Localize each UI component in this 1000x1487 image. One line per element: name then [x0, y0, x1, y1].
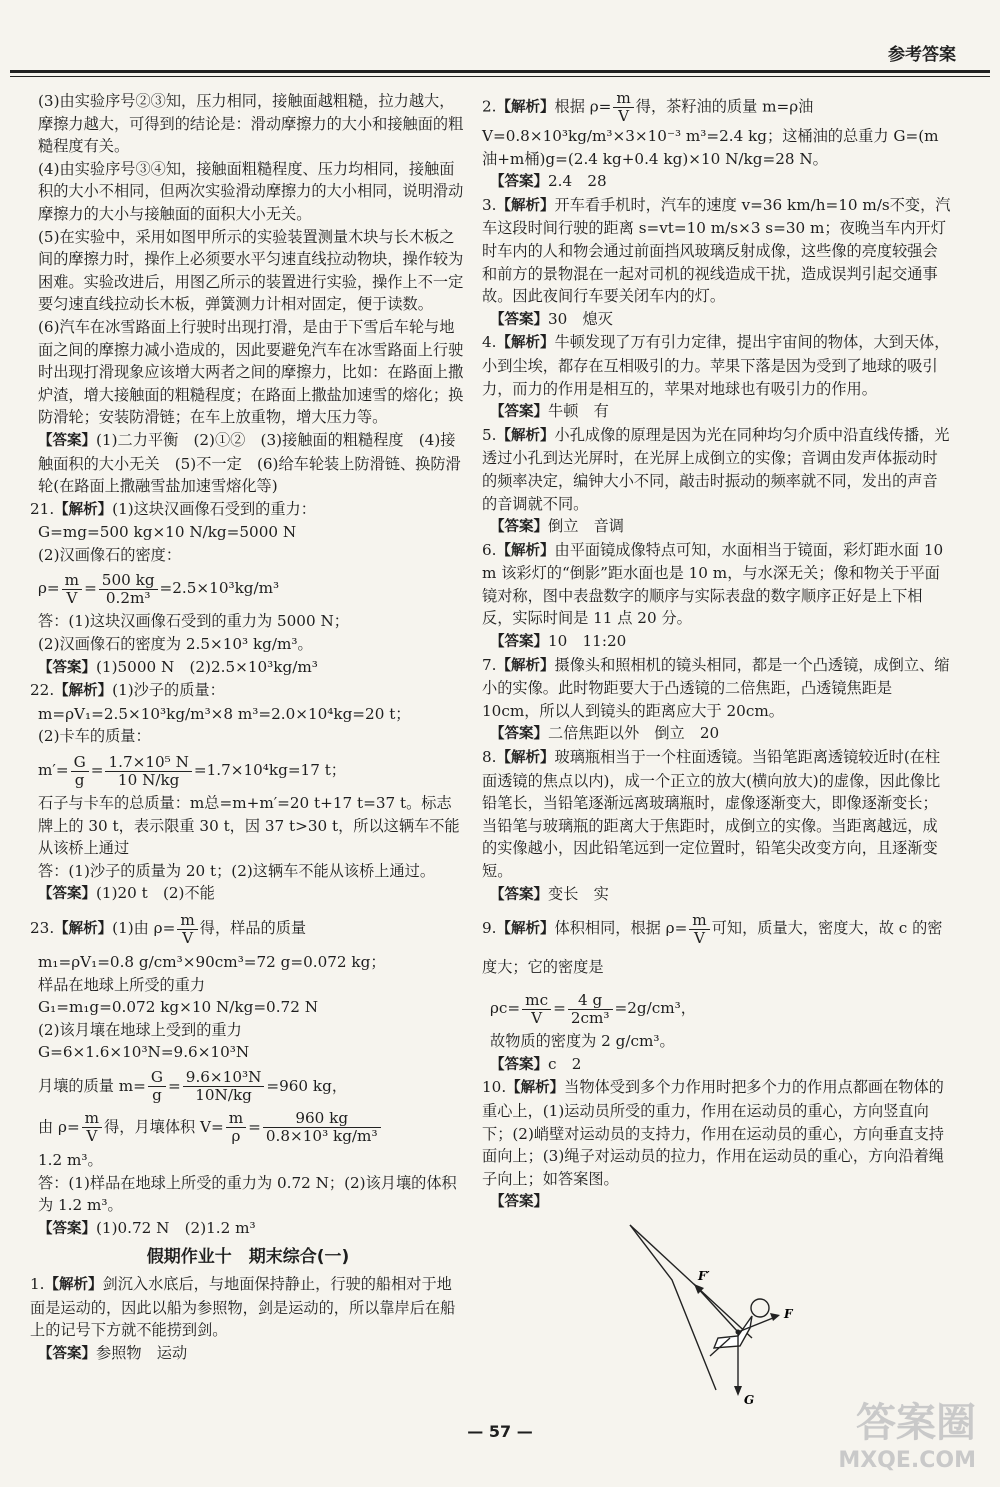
gravity-arrowhead [734, 1386, 742, 1396]
watermark-logo-text: 答案圈 [856, 1400, 976, 1446]
q22-line-5: 答：(1)沙子的质量为 20 t；(2)这辆车不能从该桥上通过。 [38, 861, 436, 880]
q4-number: 4. [482, 333, 497, 352]
q2-number: 2. [482, 97, 497, 116]
q7-number: 7. [482, 655, 497, 674]
q20-answer-text: (1)二力平衡 (2)①② (3)接触面的粗糙程度 (4)接触面积的大小无关 (5)不一定 (6)给车轮装上防滑链、换防滑轮(在路面上撒融雪盐加速雪熔化等) [38, 430, 461, 496]
question-6: 6.【解析】由平面镜成像特点可知，水面相当于镜面，彩灯距水面 10 m 该彩灯的“倒影”距水面也是 10 m，与水深无关；像和物关于平面镜对称，图中表盘数字的顺序与实际表盘的数字顺序正好是上下相反，实际时间是 11 点 20 分。 【答案】10 11:20 [482, 539, 952, 654]
header-rule-thick [10, 70, 990, 73]
right-column [482, 90, 952, 1214]
q21-line-3: (2)汉画像石的密度： [38, 545, 182, 564]
fraction: $\frac{4 g}{\text{2cm³}}$ [568, 992, 613, 1027]
q22-mass-equation: m′= $\frac{G}{g}$ = $\frac{\text{1.7×10⁵ N}}{10 N/kg}$ =1.7×10⁴kg=17 t； [38, 752, 346, 789]
label-g: G [744, 1393, 755, 1407]
watermark-url: MXQE.COM [838, 1448, 976, 1473]
question-8: 8.【解析】玻璃瓶相当于一个柱面透镜。当铅笔距离透镜较近时(在柱面透镜的焦点以内)，成一个正立的放大(横向放大)的虚像，因此像比铅笔长，当铅笔逐渐远离玻璃瓶时，虚像逐渐变大，即像逐渐变长；当铅笔与玻璃瓶的距离大于焦距时，成倒立的实像。当距离越远，成的实像越小，因此铅笔远到一定位置时，铅笔尖改变方向，且逐渐变短。 【答案】变长 实 [482, 746, 952, 906]
q23-line-2: m₁=ρV₁=0.8 g/cm³×90cm³=72 g=0.072 kg； [38, 953, 386, 971]
fraction: $\frac{m}{V}$ [82, 1110, 102, 1145]
q7-answer: 【答案】二倍焦距以外 倒立 20 [490, 724, 720, 743]
header-title: 参考答案 [888, 45, 956, 65]
support-arrowhead [770, 1313, 780, 1321]
label-f-prime: F′ [698, 1269, 710, 1283]
q22-line-2: m=ρV₁=2.5×10³kg/m³×8 m³=2.0×10⁴kg=20 t； [38, 704, 411, 723]
fraction: $\frac{960 kg}{\text{0.8×10³ kg/m³}}$ [263, 1110, 381, 1145]
q23-line-6: G=6×1.6×10³N=9.6×10³N [38, 1043, 250, 1062]
climber-head [751, 1299, 769, 1317]
question-22: 22.【解析】(1)沙子的质量： m=ρV₁=2.5×10³kg/m³×8 m³=2.0×10⁴kg=20 t； (2)卡车的质量： m′= $\frac{G}{g}$ = $\frac{\text{1.7×10⁵ N}}{10 N/kg}$ =1.7×10⁴kg=17 t； 石子与卡车的总质量：m总=m+m′=20 t+17 t=37 t。标志牌上的 30 t，表示限重 30 t，因 37 t>30 t，所以这辆车不能从该桥上通过 答：(1)沙子的质量为 20 t；(2)这辆车不能从该桥上通过。 【答案】(1)20 t (2)不能 [30, 679, 466, 906]
q8-number: 8. [482, 748, 497, 767]
question-23: 23.【解析】(1)由 ρ= $\frac{m}{V}$ 得，样品的质量 m₁=ρV₁=0.8 g/cm³×90cm³=72 g=0.072 kg； 样品在地球上所受的重力 G₁=m₁g=0.072 kg×10 N/kg=0.72 N (2)该月壤在地球上受到的重力 G=6×1.6×10³N=9.6×10³N 月壤的质量 m= $\frac{G}{g}$ = $\frac{\text{9.6×10³N}}{10N/kg}$ =960 kg， 由 ρ= $\frac{m}{V}$ 得，月壤体积 V= $\frac{m}{\rho}$ = $\frac{960 kg}{\text{0.8×10³ kg/m³}}$ 1.2 m³。 答：(1)样品在地球上所受的重力为 0.72 N；(2)该月壤的体积为 1.2 m³。 【答案】(1)0.72 N (2)1.2 m³ [30, 909, 466, 1240]
q21-line-4: 答：(1)这块汉画像石受到的重力为 5000 N； [38, 612, 349, 631]
q23-line-3: 样品在地球上所受的重力 [38, 975, 206, 994]
q21-answer: 【答案】(1)5000 N (2)2.5×10³kg/m³ [38, 657, 318, 676]
q21-number: 21. [30, 499, 55, 518]
question-7: 7.【解析】摄像头和照相机的镜头相同，都是一个凸透镜，成倒立、缩小的实像。此时物距要大于凸透镜的二倍焦距，凸透镜焦距是 10cm，所以人到镜头的距离应大于 20cm。 【答案】二倍焦距以外 倒立 20 [482, 654, 952, 746]
question-5: 5.【解析】小孔成像的原理是因为光在同种均匀介质中沿直线传播，光透过小孔到达光屏时，在光屏上成倒立的实像；音调由发声体振动时的频率决定，编钟大小不同，敲击时振动的频率就不同，发出的声音的音调就不同。 【答案】倒立 音调 [482, 424, 952, 539]
q9-number: 9. [482, 919, 497, 938]
q23-moon-soil-volume: 由 ρ= $\frac{m}{V}$ 得，月壤体积 V= $\frac{m}{\rho}$ = $\frac{960 kg}{\text{0.8×10³ kg/m³}}$ [30, 1108, 466, 1146]
question-2: 2.【解析】根据 ρ= $\frac{m}{V}$ 得，茶籽油的质量 m=ρ油V=0.8×10³kg/m³×3×10⁻³ m³=2.4 kg；这桶油的总重力 G=(m油+m桶)g=(2.4 kg+0.4 kg)×10 N/kg=28 N。 【答案】2.4 28 [482, 90, 952, 194]
question-1: 1.【解析】剑沉入水底后，与地面保持静止，行驶的船相对于地面是运动的，因此以船为参照物，剑是运动的，所以靠岸后在船上的记号下方就不能捞到剑。 【答案】参照物 运动 [30, 1273, 466, 1365]
q20-analysis-5: (5)在实验中，采用如图甲所示的实验装置测量木块与长木板之间的摩擦力时，操作上必须要水平匀速直线拉动物块，操作较为困难。实验改进后，用图乙所示的装置进行实验，操作上不一定要匀速直线拉动长木板，弹簧测力计相对固定，便于读数。 [38, 227, 464, 314]
q3-number: 3. [482, 195, 497, 214]
header-rule-thin [10, 76, 990, 77]
q2-answer: 【答案】2.4 28 [490, 172, 607, 191]
q1-number: 1. [30, 1274, 45, 1293]
left-column [30, 90, 466, 1365]
question-9: 9.【解析】体积相同，根据 ρ= $\frac{m}{V}$ 可知，质量大，密度大，故 c 的密度大；它的密度是 ρc= $\frac{mc}{V}$ = $\frac{4 g}{\text{2cm³}}$ =2g/cm³， 故物质的密度为 2 g/cm³。 【答案】c 2 [482, 909, 952, 1076]
q9-answer: 【答案】c 2 [490, 1054, 582, 1073]
fraction: $\frac{m}{\rho}$ [226, 1110, 246, 1145]
fraction: $\frac{G}{g}$ [148, 1069, 166, 1104]
q23-answer: 【答案】(1)0.72 N (2)1.2 m³ [38, 1218, 256, 1237]
q21-line-2: G=mg=500 kg×10 N/kg=5000 N [38, 523, 297, 542]
label-f: F [784, 1307, 793, 1321]
fraction: $\frac{m}{V}$ [613, 90, 633, 125]
rope [630, 1225, 752, 1338]
watermark [838, 1391, 976, 1473]
fraction: $\frac{m}{V}$ [62, 572, 82, 607]
q21-line-5: (2)汉画像石的密度为 2.5×10³ kg/m³。 [38, 635, 313, 654]
fraction: $\frac{mc}{V}$ [522, 992, 551, 1027]
q22-number: 22. [30, 681, 55, 700]
q10-answer: 【答案】 [490, 1194, 548, 1211]
section-title: 假期作业十 期末综合(一) [146, 1247, 350, 1268]
force-diagram [620, 1220, 820, 1420]
q20-answer [30, 429, 466, 498]
q21-line-1: (1)这块汉画像石受到的重力： [112, 499, 316, 518]
fraction: $\frac{G}{g}$ [71, 754, 89, 789]
analysis-tag: 【解析】 [54, 501, 113, 518]
q20-analysis-3: (3)由实验序号②③知，压力相同，接触面越粗糙，拉力越大，摩擦力越大，可得到的结论是：滑动摩擦力的大小和接触面的粗糙程度有关。 [38, 92, 464, 156]
q23-line-4: G₁=m₁g=0.072 kg×10 N/kg=0.72 N [38, 998, 318, 1017]
q4-answer: 【答案】牛顿 有 [490, 402, 609, 421]
cliff-face [630, 1225, 716, 1390]
answer-tag: 【答案】 [38, 432, 96, 449]
q22-line-3: (2)卡车的质量： [38, 727, 151, 746]
q1-answer: 【答案】参照物 运动 [38, 1343, 188, 1362]
fraction: $\frac{\text{1.7×10⁵ N}}{10 N/kg}$ [105, 754, 191, 789]
q6-answer: 【答案】10 11:20 [490, 632, 627, 651]
q9-line-3: 故物质的密度为 2 g/cm³。 [490, 1032, 675, 1051]
question-21 [30, 498, 466, 680]
q6-number: 6. [482, 540, 497, 559]
q23-line-9: 1.2 m³。 [38, 1150, 103, 1169]
q23-line-5: (2)该月壤在地球上受到的重力 [38, 1020, 242, 1039]
q9-density-equation: ρc= $\frac{mc}{V}$ = $\frac{4 g}{\text{2cm³}}$ =2g/cm³， [490, 990, 696, 1027]
q20-analysis-4: (4)由实验序号③④知，接触面粗糙程度、压力均相同，接触面积的大小不相同，但两次实验滑动摩擦力的大小相同，说明滑动摩擦力的大小与接触面的面积大小无关。 [38, 159, 464, 223]
q3-answer: 【答案】30 熄灭 [490, 309, 613, 328]
fraction: $\frac{m}{V}$ [177, 912, 197, 947]
page-number: — 57 — [467, 1422, 533, 1441]
q20-analysis-6: (6)汽车在冰雪路面上行驶时出现打滑，是由于下雪后车轮与地面之间的摩擦力减小造成的，因此要避免汽车在冰雪路面上行驶时出现打滑现象应该增大两者之间的摩擦力，比如：在路面上撒炉渣，增大接触面的粗糙程度；在路面上撒盐加速雪的熔化；换防滑轮；安装防滑链；在车上放重物，增大压力等。 [38, 317, 464, 427]
q8-answer: 【答案】变长 实 [490, 884, 609, 903]
fraction: $\frac{m}{V}$ [689, 912, 709, 947]
q22-line-4: 石子与卡车的总质量：m总=m+m′=20 t+17 t=37 t。标志牌上的 30 t，表示限重 30 t，因 37 t>30 t，所以这辆车不能从该桥上通过 [38, 794, 460, 858]
fraction: $\frac{\text{9.6×10³N}}{10N/kg}$ [183, 1069, 265, 1104]
fraction: $\frac{500 kg}{\text{0.2m³}}$ [99, 572, 158, 607]
q5-answer: 【答案】倒立 音调 [490, 517, 624, 536]
question-10: 10.【解析】当物体受到多个力作用时把多个力的作用点都画在物体的重心上，(1)运动员所受的重力，作用在运动员的重心，方向竖直向下；(2)峭壁对运动员的支持力，作用在运动员的重心，方向垂直支持面向上；(3)绳子对运动员的拉力，作用在运动员的重心，方向沿着绳子向上；如答案图。 【答案】 [482, 1076, 952, 1214]
q22-answer: 【答案】(1)20 t (2)不能 [38, 884, 215, 903]
q5-number: 5. [482, 425, 497, 444]
q21-density-equation: ρ= $\frac{m}{V}$ = $\frac{500 kg}{\text{0.2m³}}$ =2.5×10³kg/m³ [38, 570, 280, 607]
q23-line-10: 答：(1)样品在地球上所受的重力为 0.72 N；(2)该月壤的体积为 1.2 m³。 [38, 1173, 457, 1215]
question-3: 3.【解析】开车看手机时，汽车的速度 v=36 km/h=10 m/s不变，汽车这段时间行驶的距离 s=vt=10 m/s×3 s=30 m；夜晚当车内开灯时车内的人和物会通过前面挡风玻璃反射成像，这些像的亮度较强会和前方的景物混在一起对司机的视线造成干扰，造成误判引起交通事故。因此夜间行车要关闭车内的灯。 【答案】30 熄灭 [482, 194, 952, 332]
q10-number: 10. [482, 1078, 507, 1097]
q23-number: 23. [30, 919, 55, 937]
page-header [10, 0, 990, 82]
question-4: 4.【解析】牛顿发现了万有引力定律，提出宇宙间的物体，大到天体，小到尘埃，都存在互相吸引的力。苹果下落是因为受到了地球的吸引力，而力的作用是相互的，苹果对地球也有吸引力的作用。 【答案】牛顿 有 [482, 331, 952, 423]
q23-moon-soil-mass: 月壤的质量 m= $\frac{G}{g}$ = $\frac{\text{9.6×10³N}}{10N/kg}$ =960 kg， [38, 1068, 348, 1105]
support-arrow [738, 1316, 778, 1332]
